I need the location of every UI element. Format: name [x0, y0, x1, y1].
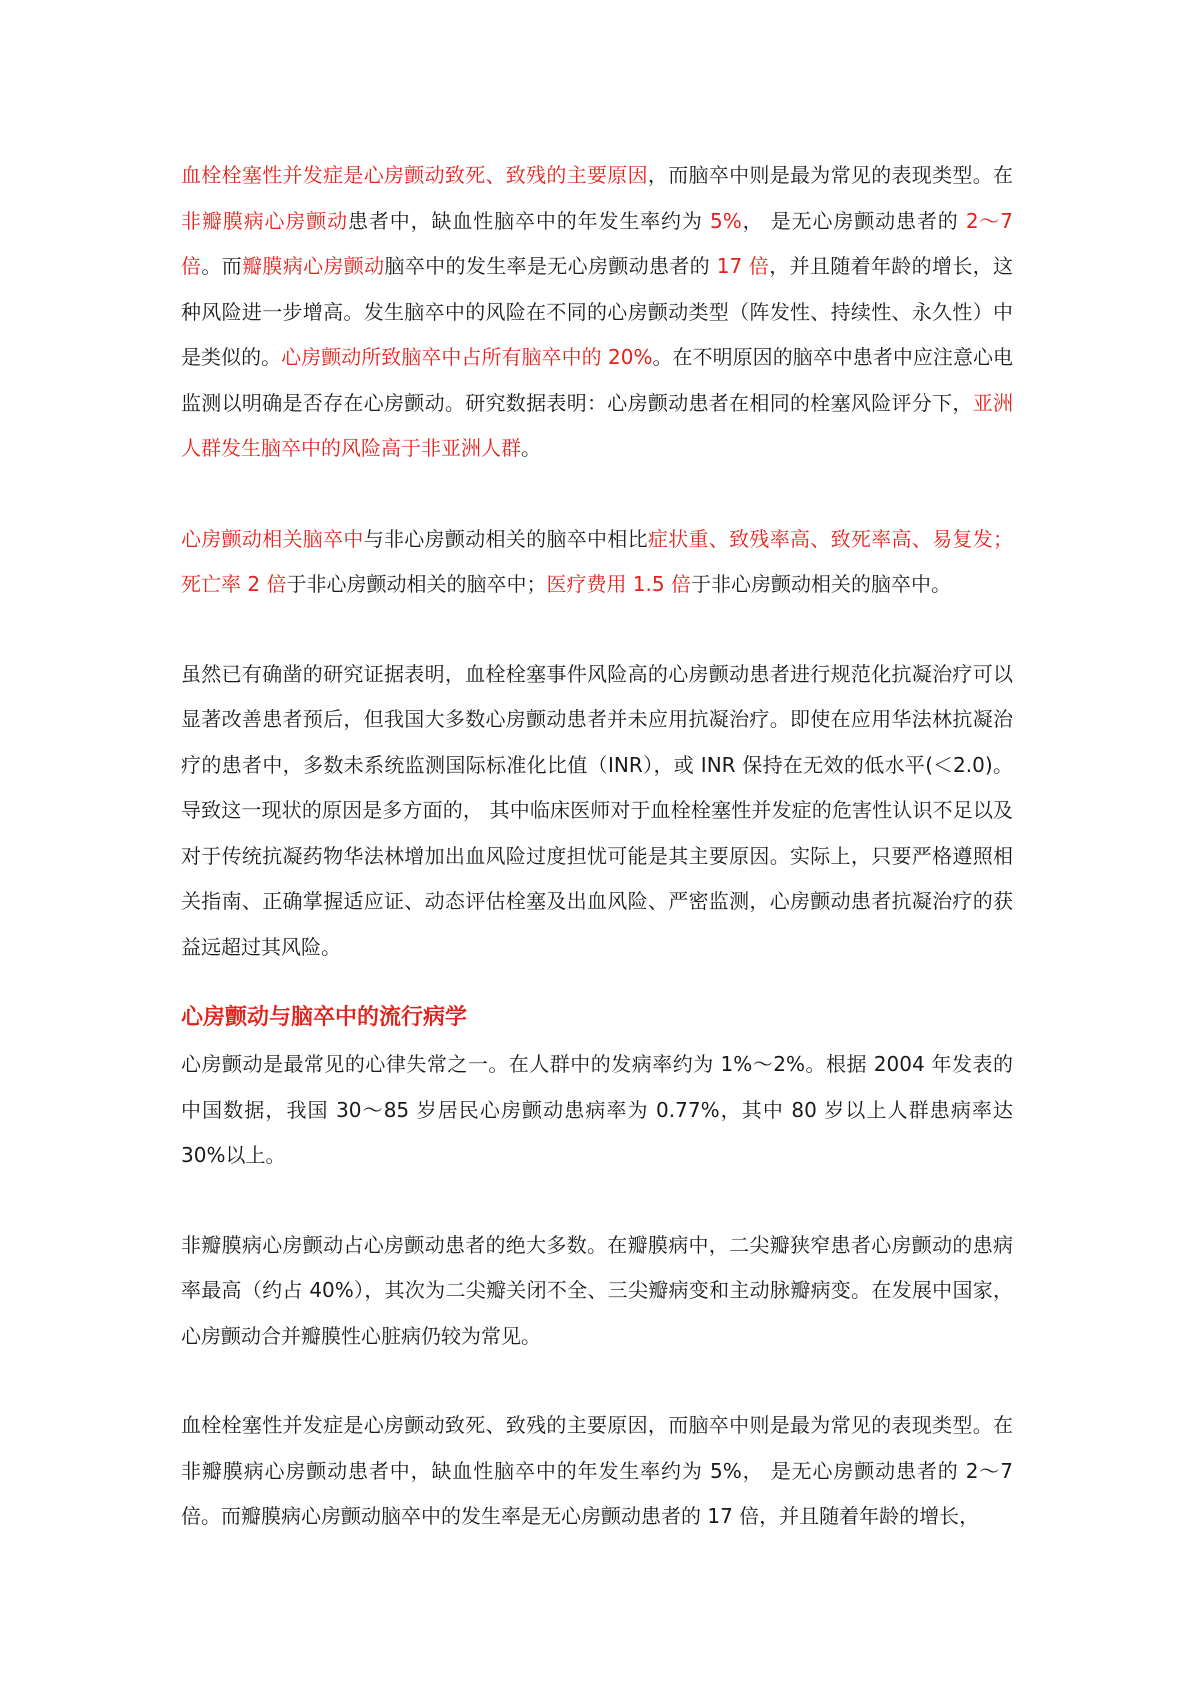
- text-run: 瓣膜病心房颤动: [242, 254, 385, 278]
- text-run: 心房颤动所致脑卒中占所有脑卒中的 20%: [281, 345, 653, 369]
- text-run: 医疗费用 1.5 倍: [546, 572, 691, 596]
- text-run: 虽然已有确凿的研究证据表明，血栓栓塞事件风险高的心房颤动患者进行规范化抗凝治疗可以显著改善患者预后，但我国大多数心房颤动患者并未应用抗凝治疗。即使在应用华法林抗凝治疗的患者中，多数未系统监测国际标准化比值（INR），或 INR 保持在无效的低水平(＜2.0)。导致这一现状的原因是多方面的， 其中临床医师对于血栓栓塞性并发症的危害性认识不足以及对于传统抗凝药物华法林增加出血风险过度担忧可能是其主要原因。实际上，只要严格遵照相关指南、正确掌握适应证、动态评估栓塞及出血风险、严密监测，心房颤动患者抗凝治疗的获益远超过其风险。: [181, 661, 1013, 959]
- text-run: 于非心房颤动相关的脑卒中。: [690, 572, 951, 596]
- text-run: 17 倍: [716, 254, 770, 278]
- paragraph-anticoagulation: [181, 652, 1013, 971]
- section-heading: 心房颤动与脑卒中的流行病学: [181, 1005, 468, 1030]
- text-run: 脑卒中的发生率是无心房颤动患者的: [384, 254, 717, 278]
- paragraph-af-stroke-comparison: [181, 517, 1013, 608]
- paragraph-stroke-risk: [181, 153, 1013, 472]
- paragraph-epidemiology: [181, 1042, 1013, 1179]
- text-run: 5%: [710, 208, 742, 233]
- text-run: 患者中，缺血性脑卒中的年发生率约为: [347, 208, 711, 233]
- text-run: 。: [521, 436, 541, 460]
- text-run: 。而: [201, 254, 243, 278]
- text-run: 血栓栓塞性并发症是心房颤动致死、致残的主要原因，而脑卒中则是最为常见的表现类型。在非瓣膜病心房颤动患者中，缺血性脑卒中的年发生率约为 5%， 是无心房颤动患者的 2～7 倍。而瓣膜病心房颤动脑卒中的发生率是无心房颤动患者的 17 倍，并且随着年龄的增长，: [181, 1413, 1013, 1528]
- text-run: 与非心房颤动相关的脑卒中相比: [363, 526, 648, 551]
- text-run: 2～7 倍: [181, 208, 1014, 278]
- text-run: 亚洲人群发生脑卒中的风险高于非亚洲人群: [181, 390, 1014, 460]
- text-run: ， 是无心房颤动患者的: [741, 208, 966, 233]
- text-run: 心房颤动相关脑卒中: [181, 526, 364, 551]
- text-run: 血栓栓塞性并发症是心房颤动致死、致残的主要原因: [181, 163, 648, 187]
- text-run: 非瓣膜病心房颤动: [181, 208, 348, 233]
- text-run: 症状重、致残率高、致死率高、易复发；死亡率 2 倍: [181, 526, 1014, 596]
- paragraph-valvular-af: [181, 1223, 1013, 1360]
- text-run: 心房颤动是最常见的心律失常之一。在人群中的发病率约为 1%～2%。根据 2004 年发表的中国数据，我国 30～85 岁居民心房颤动患病率为 0.77%，其中 80 岁以上人群患病率达 30%以上。: [181, 1052, 1013, 1167]
- text-run: 于非心房颤动相关的脑卒中；: [286, 572, 547, 596]
- text-run: ，并且随着年龄的增长，这种风险进一步增高。发生脑卒中的风险在不同的心房颤动类型（阵发性、持续性、永久性）中是类似的。: [181, 254, 1014, 369]
- paragraph-stroke-risk-repeat: [181, 1403, 1013, 1540]
- text-run: 。在不明原因的脑卒中患者中应注意心电监测以明确是否存在心房颤动。研究数据表明：心房颤动患者在相同的栓塞风险评分下，: [181, 345, 1014, 415]
- document-body: [181, 153, 1013, 1540]
- text-run: ，而脑卒中则是最为常见的表现类型。在: [647, 163, 1014, 187]
- text-run: 非瓣膜病心房颤动占心房颤动患者的绝大多数。在瓣膜病中，二尖瓣狭窄患者心房颤动的患病率最高（约占 40%），其次为二尖瓣关闭不全、三尖瓣病变和主动脉瓣病变。在发展中国家，心房颤动合并瓣膜性心脏病仍较为常见。: [181, 1232, 1013, 1348]
